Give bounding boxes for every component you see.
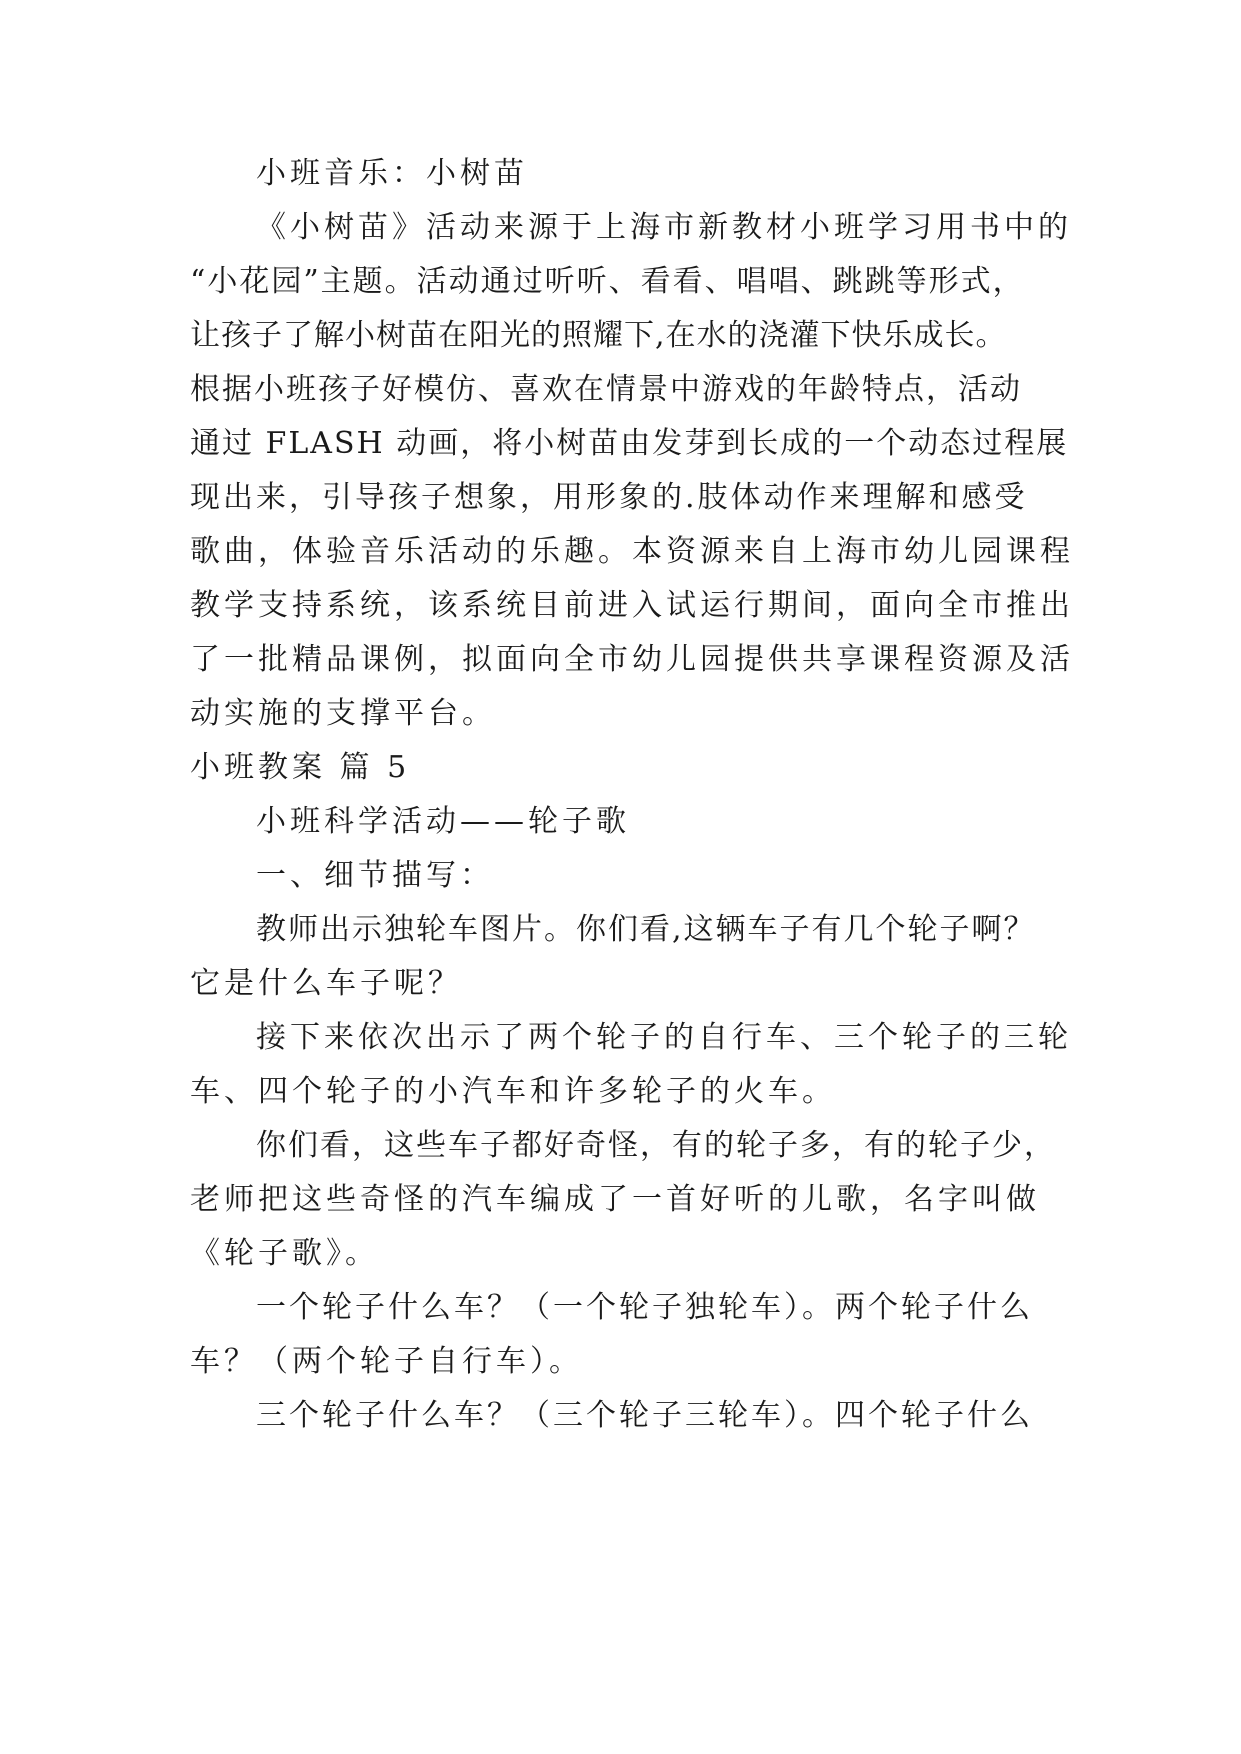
section-heading: 小班教案 篇 5 — [190, 750, 411, 785]
paragraph-line: 一个轮子什么车？（一个轮子独轮车）。两个轮子什么 — [256, 1290, 1033, 1325]
paragraph-line: 老师把这些奇怪的汽车编成了一首好听的儿歌，名字叫做 — [190, 1182, 1040, 1217]
paragraph-line: 动实施的支撑平台。 — [190, 696, 496, 731]
paragraph-line: 它是什么车子呢？ — [190, 966, 462, 1001]
paragraph-line: 接下来依次出示了两个轮子的自行车、三个轮子的三轮 — [256, 1020, 1072, 1055]
paragraph-line: 了一批精品课例，拟面向全市幼儿园提供共享课程资源及活 — [190, 642, 1074, 677]
paragraph-line: 《小树苗》活动来源于上海市新教材小班学习用书中的 — [256, 210, 1072, 245]
subsection-heading: 一、细节描写： — [256, 858, 494, 893]
paragraph-line: 车？（两个轮子自行车）。 — [190, 1344, 583, 1379]
paragraph-line: 你们看，这些车子都好奇怪，有的轮子多，有的轮子少， — [256, 1128, 1056, 1163]
section-title: 小班音乐：小树苗 — [256, 156, 528, 191]
paragraph-line: 歌曲，体验音乐活动的乐趣。本资源来自上海市幼儿园课程 — [190, 534, 1074, 569]
paragraph-line: 根据小班孩子好模仿、喜欢在情景中游戏的年龄特点，活动 — [190, 372, 1022, 407]
paragraph-line: 通过 FLASH 动画，将小树苗由发芽到长成的一个动态过程展 — [190, 426, 1069, 461]
paragraph-line: 现出来，引导孩子想象，用形象的.肢体动作来理解和感受 — [190, 480, 1028, 515]
paragraph-line: 教学支持系统，该系统目前进入试运行期间，面向全市推出 — [190, 588, 1074, 623]
paragraph-line: 教师出示独轮车图片。你们看,这辆车子有几个轮子啊？ — [256, 912, 1036, 947]
paragraph-line: 《轮子歌》。 — [190, 1236, 379, 1271]
activity-title: 小班科学活动——轮子歌 — [256, 804, 630, 839]
paragraph-line: 三个轮子什么车？（三个轮子三轮车）。四个轮子什么 — [256, 1398, 1033, 1433]
paragraph-line: 车、四个轮子的小汽车和许多轮子的火车。 — [190, 1074, 836, 1109]
paragraph-line: 让孩子了解小树苗在阳光的照耀下,在水的浇灌下快乐成长。 — [190, 318, 1007, 353]
paragraph-line: “小花园”主题。活动通过听听、看看、唱唱、跳跳等形式， — [190, 264, 1025, 299]
